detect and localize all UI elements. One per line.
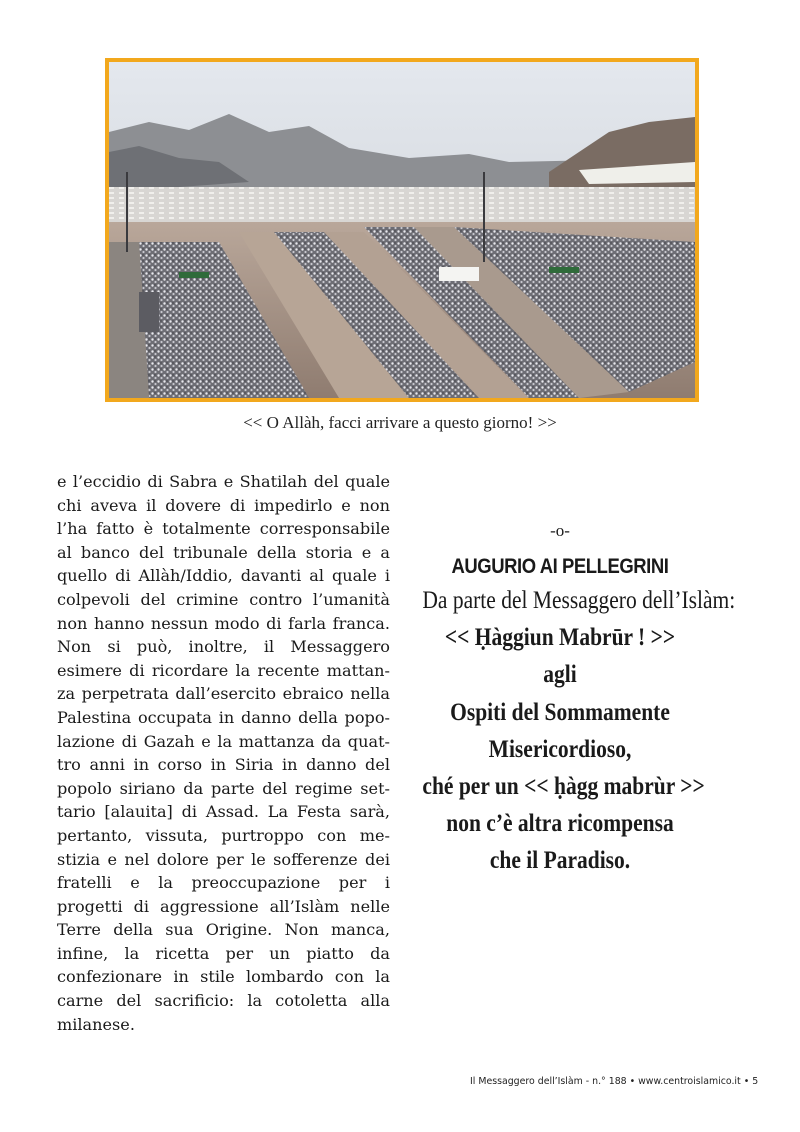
greeting-line-1: Da parte del Messaggero dell’Islàm: — [422, 587, 736, 614]
pilgrims-greeting — [400, 516, 736, 880]
pilgrims-photo — [105, 58, 699, 402]
greeting-line-8: che il Paradiso. — [489, 847, 631, 875]
section-separator: -o- — [550, 521, 570, 540]
greeting-line-3: agli — [543, 661, 577, 689]
greeting-line-5: Misericordioso, — [488, 735, 632, 763]
article-body-text: e l’eccidio di Sabra e Shatilah del quale chi aveva il dovere di impedirlo e non l’ha fatto è totalmente corresponsabile al banco del tribunale della storia e a quello di Allàh/Iddio, davanti al quale i colpevoli del crimine contro l’umanità non hanno nessun modo di farla franca. Non si può, inoltre, il Messaggero esimere di ricordare la recente mattanza perpetrata dall’esercito ebraico nella Palestina occupata in danno della popolazione di Gazah e la mattanza da quattro anni in corso in Siria in danno del popolo siriano da parte del regime settario [alauita] di Assad. La Festa sarà, pertanto, vissuta, purtroppo con mestizia e nel dolore per le sofferenze dei fratelli e la preoccupazione per i progetti di aggressione all’Islàm nelle Terre della sua Origine. Non manca, infine, la ricetta per un piatto da confezionare in stile lombardo con la carne del sacrificio: la cotoletta alla milanese. — [57, 472, 390, 1034]
page-footer: Il Messaggero dell’Islàm - n.° 188 • www.centroislamico.it • 5 — [470, 1076, 759, 1087]
photo-caption: << O Allàh, facci arrivare a questo giorno! >> — [243, 413, 557, 432]
greeting-title: AUGURIO AI PELLEGRINI — [451, 555, 669, 578]
greeting-line-4: Ospiti del Sommamente — [450, 698, 670, 726]
greeting-line-2: << Ḥàggiun Mabrūr ! >> — [444, 624, 676, 652]
greeting-line-6: ché per un << ḥàgg mabrùr >> — [422, 773, 705, 801]
pilgrims-crowd-photo-icon — [109, 62, 695, 398]
greeting-line-7: non c’è altra ricompensa — [446, 810, 674, 838]
